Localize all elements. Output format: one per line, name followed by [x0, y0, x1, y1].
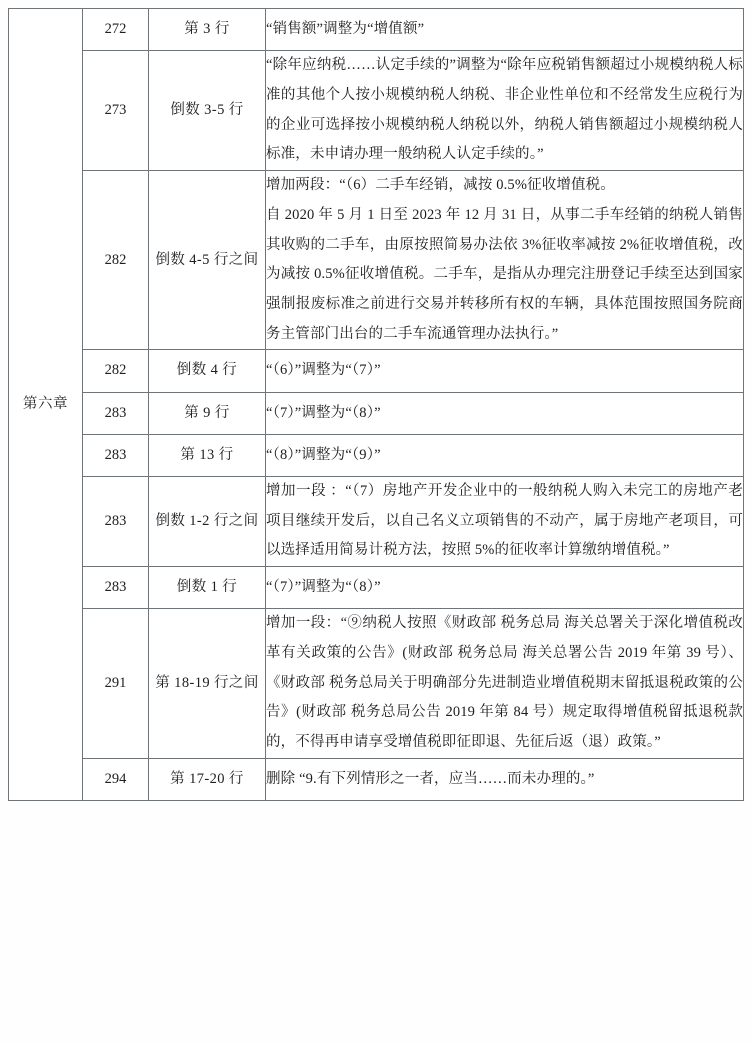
content-cell — [266, 434, 744, 476]
table-row — [9, 9, 744, 51]
table-row — [9, 476, 744, 566]
table-row — [9, 567, 744, 609]
line-range-cell: 倒数 1-2 行之间 — [149, 476, 266, 566]
content-paragraph: 增加一段：“⑨纳税人按照《财政部 税务总局 海关总署关于深化增值税改革有关政策的公告》(财政部 税务总局 海关总署公告 2019 年第 39 号）、《财政部 税务总局关于明确部分先进制造业增值税期末留抵退税政策的公告》(财政部 税务总局公告 2019 年第 84 号）规定取得增值税留抵退税款的，不得再申请享受增值税即征即退、先征后返（退）政策。” — [266, 615, 743, 751]
content-cell — [266, 9, 744, 51]
table-body — [9, 9, 744, 801]
amendment-table — [8, 8, 744, 801]
page-number-cell: 291 — [83, 609, 149, 759]
page-number-cell: 283 — [83, 476, 149, 566]
content-paragraph: “（7）”调整为“（8）” — [266, 404, 381, 421]
table-row — [9, 392, 744, 434]
line-range-cell: 倒数 4 行 — [149, 350, 266, 392]
line-range-cell: 倒数 1 行 — [149, 567, 266, 609]
table-row — [9, 758, 744, 800]
table-row — [9, 434, 744, 476]
page-number-cell: 283 — [83, 392, 149, 434]
content-cell — [266, 171, 744, 350]
content-cell — [266, 609, 744, 759]
content-cell — [266, 567, 744, 609]
line-range-cell: 第 18-19 行之间 — [149, 609, 266, 759]
content-paragraph: “（6）”调整为“（7）” — [266, 362, 381, 379]
content-paragraph: “销售额”调整为“增值额” — [266, 21, 425, 37]
line-range-cell: 第 17-20 行 — [149, 758, 266, 800]
table-row — [9, 609, 744, 759]
content-cell — [266, 476, 744, 566]
table-row — [9, 171, 744, 350]
content-cell — [266, 392, 744, 434]
content-cell — [266, 758, 744, 800]
line-range-cell: 倒数 3-5 行 — [149, 51, 266, 171]
content-paragraph: “（7）”调整为“（8）” — [266, 579, 381, 596]
chapter-cell: 第六章 — [9, 9, 83, 801]
content-paragraph: 删除 “9.有下列情形之一者，应当……而未办理的。” — [266, 770, 595, 787]
page-number-cell: 282 — [83, 171, 149, 350]
page-number-cell: 283 — [83, 434, 149, 476]
page-number-cell: 294 — [83, 758, 149, 800]
content-cell — [266, 51, 744, 171]
page-number-cell: 283 — [83, 567, 149, 609]
content-paragraph: 自 2020 年 5 月 1 日至 2023 年 12 月 31 日，从事二手车经销的纳税人销售其收购的二手车，由原按照简易办法依 3%征收率减按 2%征收增值税，改为减按 0.5%征收增值税。二手车，是指从办理完注册登记手续至达到国家强制报废标准之前进行交易并转移所有权的车辆，具体范围按照国务院商务主管部门出台的二手车流通管理办法执行。” — [266, 206, 743, 342]
table-row — [9, 51, 744, 171]
page-number-cell: 273 — [83, 51, 149, 171]
page-number-cell: 272 — [83, 9, 149, 51]
content-paragraph: 增加一段 ：“（7）房地产开发企业中的一般纳税人购入未完工的房地产老项目继续开发后，以自己名义立项销售的不动产，属于房地产老项目，可以选择适用简易计税方法，按照 5%的征收率计算缴纳增值税。” — [266, 482, 743, 559]
line-range-cell: 第 3 行 — [149, 9, 266, 51]
table-row — [9, 350, 744, 392]
page-number-cell: 282 — [83, 350, 149, 392]
content-paragraph: “除年应纳税……认定手续的”调整为“除年应税销售额超过小规模纳税人标准的其他个人按小规模纳税人纳税、非企业性单位和不经常发生应税行为的企业可选择按小规模纳税人纳税以外，纳税人销售额超过小规模纳税人标准，未申请办理一般纳税人认定手续的。” — [266, 57, 743, 163]
line-range-cell: 第 13 行 — [149, 434, 266, 476]
content-paragraph: “（8）”调整为“（9）” — [266, 446, 381, 463]
line-range-cell: 第 9 行 — [149, 392, 266, 434]
line-range-cell: 倒数 4-5 行之间 — [149, 171, 266, 350]
content-paragraph: 增加两段：“（6）二手车经销，减按 0.5%征收增值税。 — [266, 177, 615, 194]
content-cell — [266, 350, 744, 392]
